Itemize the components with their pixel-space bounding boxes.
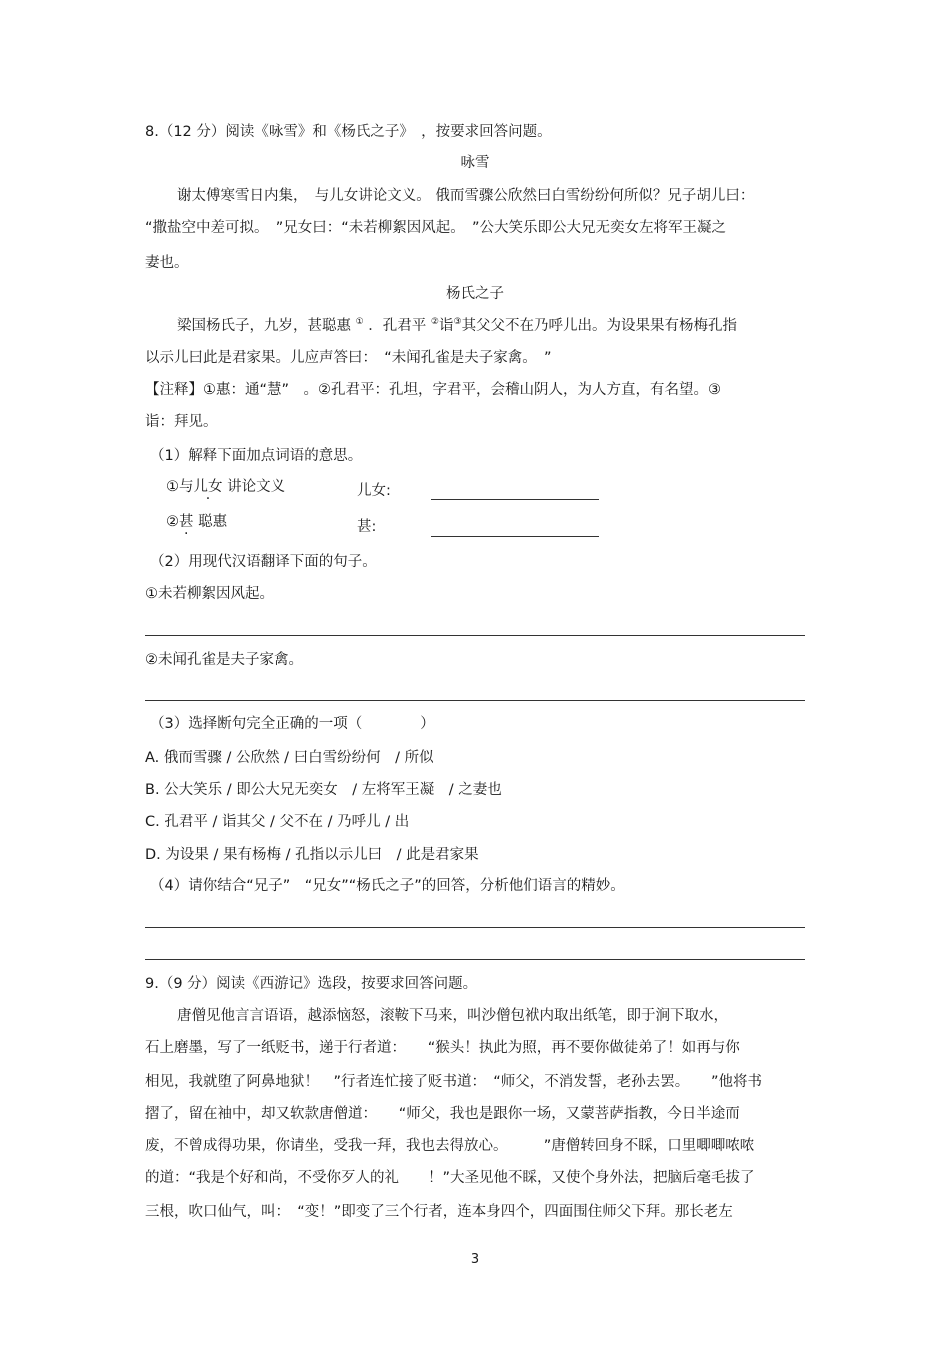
answer-line[interactable]: [145, 959, 805, 960]
passage-line: 摺了，留在袖中，却又软款唐僧道： “师父，我也是跟你一场，又蒙菩萨指教，今日半途而: [145, 1106, 740, 1122]
answer-line[interactable]: [145, 635, 805, 636]
passage-line: 石上磨墨，写了一纸贬书，递于行者道： “猴头！执此为照，再不要你做徒弟了！如再与你: [145, 1040, 740, 1056]
q9-heading: 9.（9 分）阅读《西游记》选段，按要求回答问题。: [145, 976, 478, 992]
subquestion-3-title: （3）选择断句完全正确的一项（ ）: [150, 716, 435, 732]
passage-text: 诣: [438, 318, 454, 334]
passage-line: 妻也。: [145, 255, 189, 271]
answer-blank-ernv[interactable]: [431, 499, 599, 500]
q8-heading: 8.（12 分）阅读《咏雪》和《杨氏之子》 ，按要求回答问题。: [145, 124, 552, 140]
passage-line: “撒盐空中差可拟。 ”兄女曰：“未若柳絮因风起。 ”公大笑乐即公大兄无奕女左将军王凝之: [145, 220, 727, 236]
subquestion-4-title: （4）请你结合“兄子” “兄女”“杨氏之子”的回答，分析他们语言的精妙。: [150, 878, 625, 894]
item-text: ①与: [166, 479, 194, 495]
option-c[interactable]: C. 孔君平 / 诣其父 / 父不在 / 乃呼儿 / 出: [145, 814, 410, 830]
option-d[interactable]: D. 为设果 / 果有杨梅 / 孔指以示儿曰 / 此是君家果: [145, 847, 479, 863]
item-text: 讲论文义: [222, 479, 286, 495]
passage-line: 废，不曾成得功果，你请坐，受我一拜，我也去得放心。 ”唐僧转回身不睬，口里唧唧哝哝: [145, 1138, 755, 1154]
subquestion-1-item-2: [166, 512, 227, 532]
passage-line: 相见，我就堕了阿鼻地狱！ ”行者连忙接了贬书道： “师父，不消发誓，老孙去罢。 ”他将书: [145, 1074, 763, 1090]
footnote-marker: ②: [430, 317, 439, 328]
passage-title-yongxue: 咏雪: [460, 155, 490, 171]
passage-text: 其父父不在乃呼儿出。为设果果有杨梅孔指: [461, 318, 738, 334]
dotted-word: 甚: [179, 514, 194, 530]
answer-line[interactable]: [145, 700, 805, 701]
answer-blank-shen[interactable]: [431, 536, 599, 537]
passage-line: 唐僧见他言言语语，越添恼怒，滚鞍下马来，叫沙僧包袱内取出纸笔，即于涧下取水，: [177, 1008, 728, 1024]
passage-text: 梁国杨氏子，九岁，甚聪惠: [177, 318, 351, 334]
item-text: ②: [166, 514, 179, 530]
passage-title-yangshizhizi: 杨氏之子: [446, 286, 504, 302]
subquestion-1-title: （1）解释下面加点词语的意思。: [150, 448, 363, 464]
page-number: 3: [470, 1252, 480, 1267]
answer-label-shen: 甚:: [357, 519, 377, 535]
passage-line: 的道：“我是个好和尚，不受你歹人的礼 ！”大圣见他不睬，又使个身外法，把脑后毫毛拔了: [145, 1170, 755, 1186]
passage-line: [177, 316, 737, 336]
option-a[interactable]: A. 俄而雪骤 / 公欣然 / 曰白雪纷纷何 / 所似: [145, 750, 434, 766]
subquestion-1-item-1: [166, 477, 285, 497]
passage-text: ．孔君平: [368, 318, 427, 334]
answer-label-ernv: 儿女:: [357, 483, 391, 499]
passage-line: 以示儿曰此是君家果。儿应声答曰： “未闻孔雀是夫子家禽。 ”: [145, 350, 552, 366]
item-text: 聪惠: [193, 514, 228, 530]
option-b[interactable]: B. 公大笑乐 / 即公大兄无奕女 / 左将军王凝 / 之妻也: [145, 782, 502, 798]
footnote-marker: ③: [453, 317, 462, 328]
subquestion-2-title: （2）用现代汉语翻译下面的句子。: [150, 554, 377, 570]
annotation-line: 诣：拜见。: [145, 414, 218, 430]
dotted-word: 儿女: [193, 479, 223, 495]
translate-sentence-2: ②未闻孔雀是夫子家禽。: [145, 652, 303, 668]
answer-line[interactable]: [145, 927, 805, 928]
passage-line: 谢太傅寒雪日内集， 与儿女讲论文义。 俄而雪骤公欣然曰白雪纷纷何所似？兄子胡儿曰：: [177, 188, 755, 204]
footnote-marker: ①: [355, 317, 364, 328]
annotation-line: 【注释】①惠：通“慧” 。②孔君平：孔坦，字君平，会稽山阴人，为人方直，有名望。③: [145, 382, 722, 398]
passage-line: 三根，吹口仙气，叫： “变！”即变了三个行者，连本身四个，四面围住师父下拜。那长老左: [145, 1204, 733, 1220]
translate-sentence-1: ①未若柳絮因风起。: [145, 586, 274, 602]
